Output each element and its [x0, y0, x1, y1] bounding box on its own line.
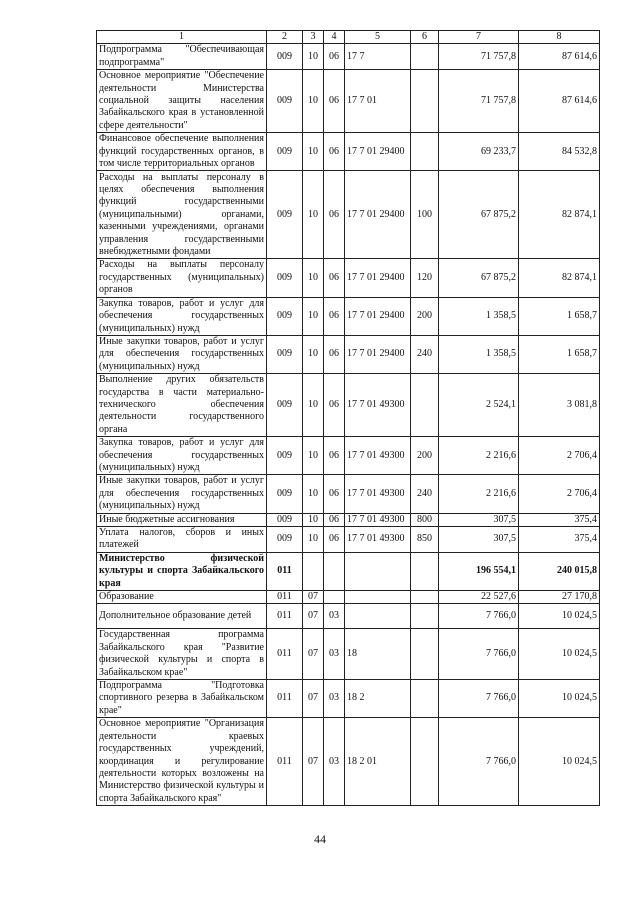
- subsection-code-cell: 06: [324, 475, 345, 513]
- table-row: [97, 591, 600, 604]
- admin-code-cell: 011: [267, 552, 303, 590]
- table-header-row: [97, 31, 600, 44]
- amount-year2-cell: 3 081,8: [519, 374, 600, 437]
- amount-year2-cell: 84 532,8: [519, 133, 600, 171]
- row-name-cell: Расходы на выплаты персоналу в целях обеспечения выполнения функций государственными (муниципальными) органами, казенными учреждениями, органами управления государственными внебюджетными фондами: [97, 171, 267, 259]
- admin-code-cell: 009: [267, 70, 303, 133]
- amount-year2-cell: 82 874,1: [519, 171, 600, 259]
- header-cell: 2: [267, 31, 303, 44]
- target-article-cell: 17 7 01 29400: [345, 171, 411, 259]
- amount-year2-cell: 10 024,5: [519, 604, 600, 629]
- target-article-cell: [345, 552, 411, 590]
- table-row: [97, 604, 600, 629]
- row-name-cell: Образование: [97, 591, 267, 604]
- amount-year1-cell: 307,5: [439, 527, 519, 553]
- row-name-cell: Финансовое обеспечение выполнения функций государственных органов, в том числе территориальных органов: [97, 133, 267, 171]
- expense-type-cell: [411, 604, 439, 629]
- expense-type-cell: [411, 629, 439, 680]
- target-article-cell: 17 7 01 29400: [345, 335, 411, 373]
- subsection-code-cell: 03: [324, 604, 345, 629]
- amount-year2-cell: 87 614,6: [519, 70, 600, 133]
- target-article-cell: 17 7 01 29400: [345, 259, 411, 297]
- expense-type-cell: 800: [411, 513, 439, 526]
- admin-code-cell: 009: [267, 297, 303, 335]
- amount-year2-cell: 240 015,8: [519, 552, 600, 590]
- row-name-cell: Иные закупки товаров, работ и услуг для обеспечения государственных (муниципальных) нужд: [97, 335, 267, 373]
- amount-year1-cell: 7 766,0: [439, 718, 519, 806]
- subsection-code-cell: 06: [324, 44, 345, 70]
- section-code-cell: 07: [303, 680, 324, 718]
- admin-code-cell: 011: [267, 591, 303, 604]
- expense-type-cell: [411, 374, 439, 437]
- expense-type-cell: 100: [411, 171, 439, 259]
- admin-code-cell: 009: [267, 513, 303, 526]
- row-name-cell: Министерство физической культуры и спорта Забайкальского края: [97, 552, 267, 590]
- admin-code-cell: 009: [267, 527, 303, 553]
- row-name-cell: Уплата налогов, сборов и иных платежей: [97, 527, 267, 553]
- section-code-cell: 10: [303, 374, 324, 437]
- section-code-cell: 10: [303, 297, 324, 335]
- admin-code-cell: 009: [267, 475, 303, 513]
- admin-code-cell: 009: [267, 133, 303, 171]
- section-code-cell: 10: [303, 259, 324, 297]
- amount-year2-cell: 10 024,5: [519, 629, 600, 680]
- target-article-cell: [345, 591, 411, 604]
- target-article-cell: [345, 604, 411, 629]
- amount-year1-cell: 67 875,2: [439, 259, 519, 297]
- row-name-cell: Выполнение других обязательств государства в части материально-технического обеспечения деятельности государственного органа: [97, 374, 267, 437]
- header-cell: 1: [97, 31, 267, 44]
- amount-year2-cell: 82 874,1: [519, 259, 600, 297]
- amount-year1-cell: 2 524,1: [439, 374, 519, 437]
- admin-code-cell: 009: [267, 335, 303, 373]
- subsection-code-cell: 03: [324, 680, 345, 718]
- row-name-cell: Основное мероприятие "Обеспечение деятельности Министерства социальной защиты населения Забайкальского края в установленной сфере деятельности": [97, 70, 267, 133]
- expense-type-cell: [411, 552, 439, 590]
- subsection-code-cell: 06: [324, 527, 345, 553]
- table-body: [97, 31, 600, 806]
- table-row: [97, 527, 600, 553]
- amount-year1-cell: 71 757,8: [439, 44, 519, 70]
- expense-type-cell: [411, 591, 439, 604]
- section-code-cell: 10: [303, 527, 324, 553]
- header-cell: 3: [303, 31, 324, 44]
- subsection-code-cell: 06: [324, 374, 345, 437]
- row-name-cell: Подпрограмма "Обеспечивающая подпрограмма": [97, 44, 267, 70]
- amount-year1-cell: 307,5: [439, 513, 519, 526]
- row-name-cell: Государственная программа Забайкальского края "Развитие физической культуры и спорта в Забайкальском крае": [97, 629, 267, 680]
- admin-code-cell: 011: [267, 680, 303, 718]
- subsection-code-cell: [324, 591, 345, 604]
- table-row: [97, 133, 600, 171]
- table-row: [97, 552, 600, 590]
- header-cell: 5: [345, 31, 411, 44]
- amount-year1-cell: 7 766,0: [439, 604, 519, 629]
- expense-type-cell: 240: [411, 475, 439, 513]
- section-code-cell: 10: [303, 475, 324, 513]
- section-code-cell: 07: [303, 591, 324, 604]
- table-row: [97, 171, 600, 259]
- expense-type-cell: [411, 133, 439, 171]
- table-row: [97, 297, 600, 335]
- row-name-cell: Закупка товаров, работ и услуг для обеспечения государственных (муниципальных) нужд: [97, 437, 267, 475]
- table-row: [97, 259, 600, 297]
- admin-code-cell: 009: [267, 374, 303, 437]
- amount-year1-cell: 69 233,7: [439, 133, 519, 171]
- target-article-cell: 17 7 01 29400: [345, 297, 411, 335]
- subsection-code-cell: 06: [324, 437, 345, 475]
- target-article-cell: 17 7 01 49300: [345, 437, 411, 475]
- amount-year1-cell: 1 358,5: [439, 297, 519, 335]
- header-cell: 4: [324, 31, 345, 44]
- table-row: [97, 629, 600, 680]
- admin-code-cell: 009: [267, 44, 303, 70]
- subsection-code-cell: 06: [324, 259, 345, 297]
- table-row: [97, 44, 600, 70]
- admin-code-cell: 009: [267, 259, 303, 297]
- section-code-cell: 07: [303, 604, 324, 629]
- amount-year1-cell: 71 757,8: [439, 70, 519, 133]
- row-name-cell: Подпрограмма "Подготовка спортивного резерва в Забайкальском крае": [97, 680, 267, 718]
- admin-code-cell: 011: [267, 718, 303, 806]
- amount-year1-cell: 67 875,2: [439, 171, 519, 259]
- section-code-cell: 10: [303, 44, 324, 70]
- subsection-code-cell: 06: [324, 297, 345, 335]
- amount-year1-cell: 1 358,5: [439, 335, 519, 373]
- target-article-cell: 18: [345, 629, 411, 680]
- amount-year2-cell: 2 706,4: [519, 475, 600, 513]
- expense-type-cell: [411, 680, 439, 718]
- amount-year2-cell: 10 024,5: [519, 718, 600, 806]
- amount-year2-cell: 1 658,7: [519, 297, 600, 335]
- table-row: [97, 437, 600, 475]
- amount-year2-cell: 375,4: [519, 513, 600, 526]
- row-name-cell: Иные бюджетные ассигнования: [97, 513, 267, 526]
- expense-type-cell: 120: [411, 259, 439, 297]
- table-row: [97, 513, 600, 526]
- subsection-code-cell: 06: [324, 70, 345, 133]
- target-article-cell: 17 7 01 49300: [345, 475, 411, 513]
- row-name-cell: Расходы на выплаты персоналу государственных (муниципальных) органов: [97, 259, 267, 297]
- table-row: [97, 70, 600, 133]
- amount-year1-cell: 22 527,6: [439, 591, 519, 604]
- subsection-code-cell: [324, 552, 345, 590]
- expense-type-cell: 200: [411, 297, 439, 335]
- subsection-code-cell: 06: [324, 171, 345, 259]
- table-row: [97, 718, 600, 806]
- table-row: [97, 475, 600, 513]
- table-row: [97, 374, 600, 437]
- target-article-cell: 18 2: [345, 680, 411, 718]
- amount-year1-cell: 196 554,1: [439, 552, 519, 590]
- section-code-cell: 10: [303, 70, 324, 133]
- row-name-cell: Иные закупки товаров, работ и услуг для обеспечения государственных (муниципальных) нужд: [97, 475, 267, 513]
- target-article-cell: 17 7 01 49300: [345, 527, 411, 553]
- expense-type-cell: 850: [411, 527, 439, 553]
- amount-year2-cell: 10 024,5: [519, 680, 600, 718]
- amount-year1-cell: 2 216,6: [439, 475, 519, 513]
- subsection-code-cell: 06: [324, 513, 345, 526]
- expense-type-cell: [411, 70, 439, 133]
- target-article-cell: 17 7 01 49300: [345, 374, 411, 437]
- section-code-cell: 10: [303, 335, 324, 373]
- target-article-cell: 17 7 01: [345, 70, 411, 133]
- expense-type-cell: 200: [411, 437, 439, 475]
- admin-code-cell: 011: [267, 604, 303, 629]
- section-code-cell: 07: [303, 718, 324, 806]
- budget-table: [96, 30, 600, 806]
- section-code-cell: 10: [303, 513, 324, 526]
- section-code-cell: 10: [303, 171, 324, 259]
- table-row: [97, 335, 600, 373]
- subsection-code-cell: 03: [324, 629, 345, 680]
- target-article-cell: 18 2 01: [345, 718, 411, 806]
- admin-code-cell: 011: [267, 629, 303, 680]
- amount-year2-cell: 375,4: [519, 527, 600, 553]
- section-code-cell: 10: [303, 133, 324, 171]
- amount-year2-cell: 87 614,6: [519, 44, 600, 70]
- header-cell: 8: [519, 31, 600, 44]
- target-article-cell: 17 7: [345, 44, 411, 70]
- expense-type-cell: 240: [411, 335, 439, 373]
- section-code-cell: 07: [303, 629, 324, 680]
- section-code-cell: [303, 552, 324, 590]
- amount-year1-cell: 7 766,0: [439, 680, 519, 718]
- amount-year1-cell: 2 216,6: [439, 437, 519, 475]
- amount-year2-cell: 1 658,7: [519, 335, 600, 373]
- subsection-code-cell: 06: [324, 335, 345, 373]
- target-article-cell: 17 7 01 29400: [345, 133, 411, 171]
- section-code-cell: 10: [303, 437, 324, 475]
- table-row: [97, 680, 600, 718]
- row-name-cell: Закупка товаров, работ и услуг для обеспечения государственных (муниципальных) нужд: [97, 297, 267, 335]
- subsection-code-cell: 06: [324, 133, 345, 171]
- expense-type-cell: [411, 718, 439, 806]
- amount-year1-cell: 7 766,0: [439, 629, 519, 680]
- subsection-code-cell: 03: [324, 718, 345, 806]
- row-name-cell: Основное мероприятие "Организация деятельности краевых государственных учреждений, координация и регулирование деятельности которых возложены на Министерство физической культуры и спорта Забайкальского края": [97, 718, 267, 806]
- admin-code-cell: 009: [267, 437, 303, 475]
- page-number: 44: [314, 832, 326, 846]
- amount-year2-cell: 27 170,8: [519, 591, 600, 604]
- row-name-cell: Дополнительное образование детей: [97, 604, 267, 629]
- header-cell: 7: [439, 31, 519, 44]
- admin-code-cell: 009: [267, 171, 303, 259]
- target-article-cell: 17 7 01 49300: [345, 513, 411, 526]
- header-cell: 6: [411, 31, 439, 44]
- amount-year2-cell: 2 706,4: [519, 437, 600, 475]
- expense-type-cell: [411, 44, 439, 70]
